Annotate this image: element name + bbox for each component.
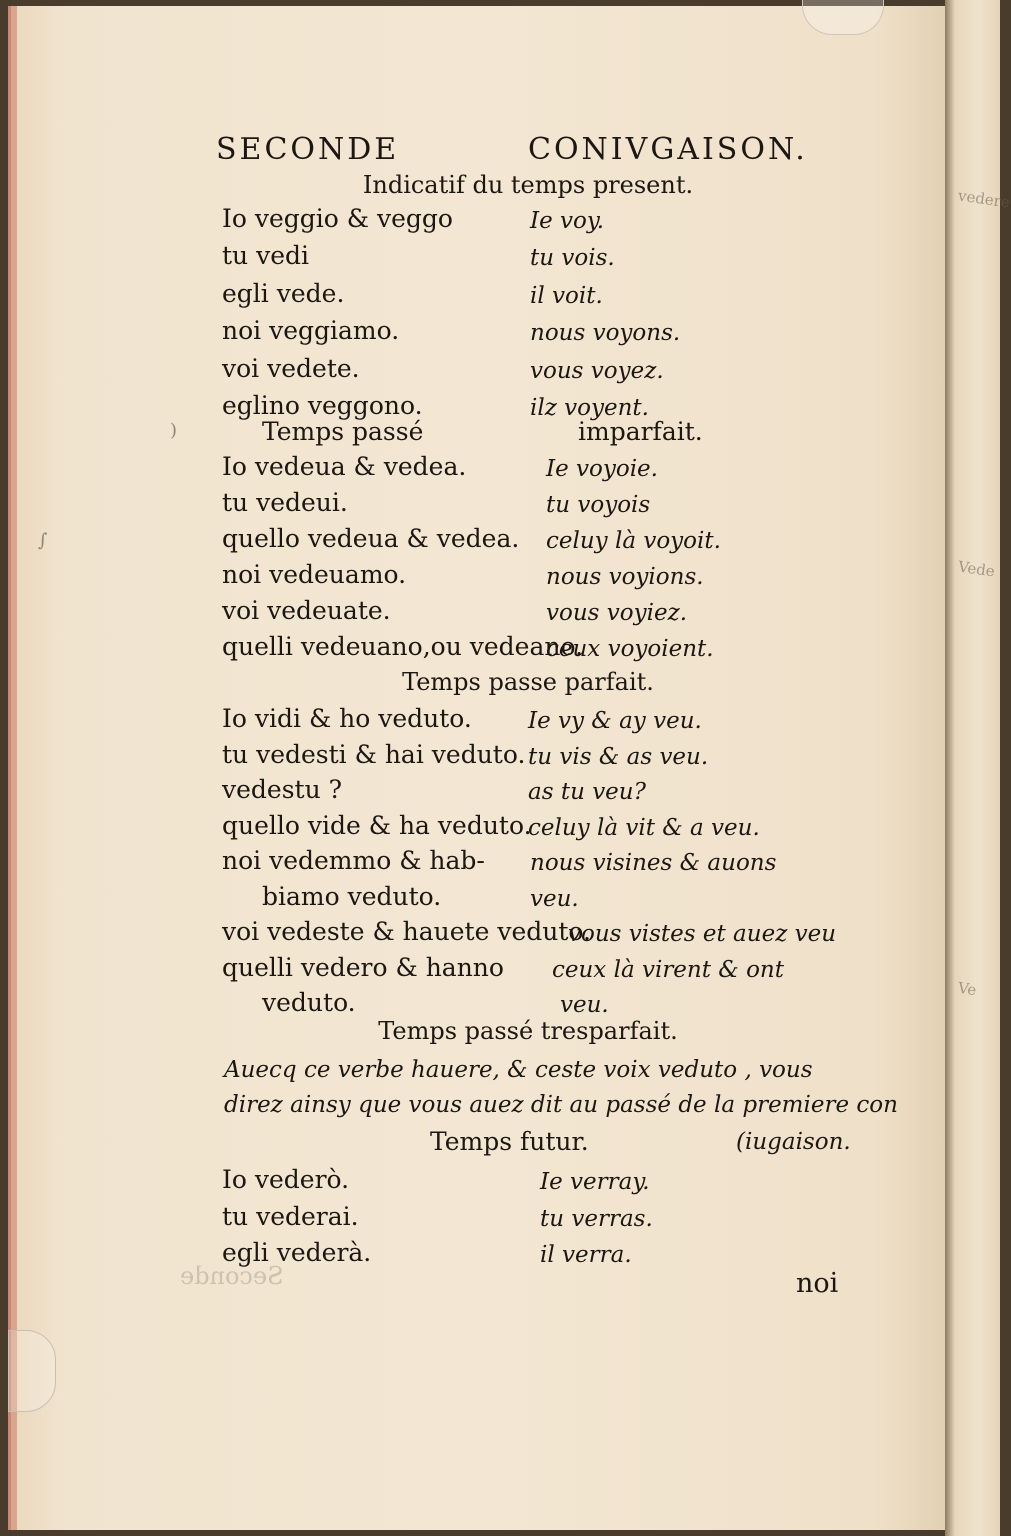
facing-page-fragment: Vede <box>956 557 996 581</box>
imparfait-italian-form: Io vedeua & vedea. <box>222 452 467 481</box>
ink-blot: ∫ <box>38 530 48 551</box>
ink-blot: ) <box>170 420 178 441</box>
parfait-french-form: veu. <box>560 992 609 1018</box>
catchword: noi <box>796 1268 839 1299</box>
parfait-italian-form: noi vedemmo & hab- <box>222 846 485 875</box>
parfait-italian-form: veduto. <box>262 988 356 1017</box>
parfait-french-form: vous vistes et auez veu <box>568 921 837 947</box>
present-french-form: tu vois. <box>530 245 615 272</box>
bleed-through-text: Seconde <box>180 1262 284 1290</box>
header-left: SECONDE <box>216 132 400 167</box>
present-italian-form: tu vedi <box>222 241 310 271</box>
parfait-italian-form: quello vide & ha veduto. <box>222 810 532 840</box>
present-french-form: ilz voyent. <box>530 395 649 421</box>
section-title-imparfait-left: Temps passé <box>262 417 424 446</box>
page-clip <box>8 1330 56 1412</box>
futur-french-form: il verra. <box>540 1242 632 1268</box>
running-header <box>216 132 840 168</box>
imparfait-italian-form: voi vedeuate. <box>222 596 391 625</box>
parfait-french-form: as tu veu? <box>528 779 646 805</box>
parfait-french-form: veu. <box>530 885 579 912</box>
imparfait-italian-form: quelli vedeuano,ou vedeano. <box>222 632 584 661</box>
present-italian-form: Io veggio & veggo <box>222 204 453 233</box>
parfait-italian-form: tu vedesti & hai veduto. <box>222 739 526 769</box>
section-title-imparfait-right: imparfait. <box>578 417 703 446</box>
present-french-form: nous voyons. <box>530 320 681 347</box>
imparfait-french-form: Ie voyoie. <box>546 456 658 482</box>
parfait-italian-form: biamo veduto. <box>262 881 442 911</box>
facing-page-edge <box>945 0 1000 1536</box>
section-title-present: Indicatif du temps present. <box>362 171 694 199</box>
futur-french-form: tu verras. <box>540 1205 653 1232</box>
parfait-italian-form: voi vedeste & hauete veduto. <box>222 917 591 946</box>
futur-italian-form: Io vederò. <box>222 1165 350 1194</box>
parfait-french-form: tu vis & as veu. <box>528 743 709 770</box>
facing-page-fragment: vedere <box>956 186 1011 212</box>
parfait-italian-form: vedestu ? <box>222 775 343 804</box>
imparfait-french-form: nous voyions. <box>546 564 704 590</box>
imparfait-french-form: ceux voyoient. <box>546 636 714 662</box>
section-title-futur: Temps futur. <box>430 1127 589 1156</box>
present-french-form: vous voyez. <box>530 357 664 384</box>
section-title-tresparfait: Temps passé tresparfait. <box>378 1017 678 1045</box>
tresparfait-note-end: (iugaison. <box>736 1129 851 1155</box>
parfait-french-form: Ie vy & ay veu. <box>528 708 702 734</box>
tresparfait-note-line-1: Auecq ce verbe hauere, & ceste voix veduto , vous <box>224 1057 813 1083</box>
parfait-french-form: ceux là virent & ont <box>552 956 784 983</box>
header-right: CONIVGAISON. <box>528 132 808 167</box>
section-title-parfait: Temps passe parfait. <box>402 668 654 696</box>
parfait-french-form: celuy là vit & a veu. <box>528 814 760 841</box>
parfait-italian-form: quelli vedero & hanno <box>222 952 504 982</box>
present-french-form: il voit. <box>530 282 603 309</box>
futur-italian-form: egli vederà. <box>222 1238 372 1267</box>
futur-italian-form: tu vederai. <box>222 1201 359 1231</box>
imparfait-french-form: celuy là voyoit. <box>546 528 721 554</box>
futur-french-form: Ie verray. <box>540 1169 650 1195</box>
imparfait-italian-form: noi vedeuamo. <box>222 560 407 589</box>
present-italian-form: voi vedete. <box>222 353 360 383</box>
parfait-french-form: nous visines & auons <box>530 850 777 876</box>
tresparfait-note-line-2: direz ainsy que vous auez dit au passé de la premiere con <box>224 1092 898 1118</box>
present-italian-form: eglino veggono. <box>222 391 423 420</box>
parfait-italian-form: Io vidi & ho veduto. <box>222 704 472 733</box>
imparfait-french-form: tu voyois <box>546 492 651 518</box>
present-italian-form: noi veggiamo. <box>222 316 400 346</box>
facing-page-fragment: Ve <box>956 978 978 1000</box>
imparfait-italian-form: tu vedeui. <box>222 488 348 517</box>
imparfait-italian-form: quello vedeua & vedea. <box>222 524 520 553</box>
imparfait-french-form: vous voyiez. <box>546 600 687 626</box>
present-french-form: Ie voy. <box>530 208 605 234</box>
present-italian-form: egli vede. <box>222 278 345 308</box>
